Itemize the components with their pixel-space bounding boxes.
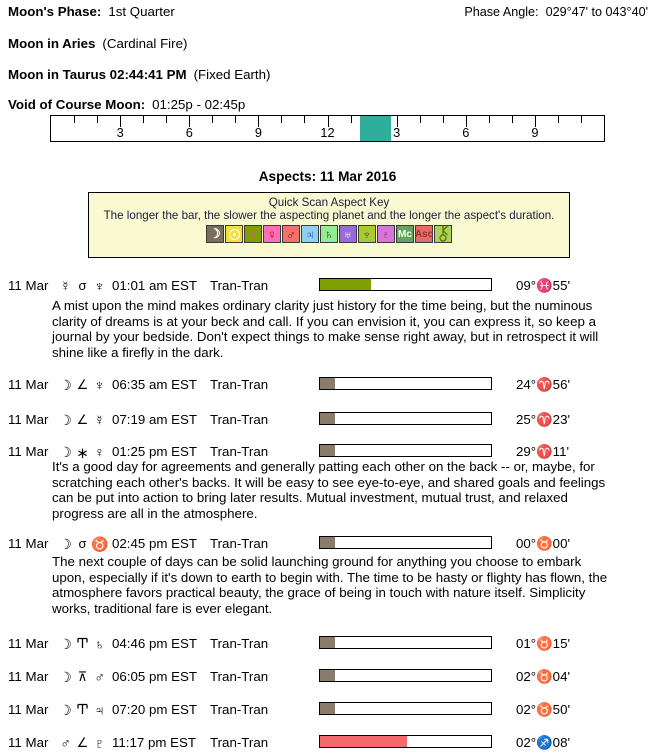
aspect-time: 01:01 am EST bbox=[112, 278, 197, 293]
venus-icon: ♀ bbox=[94, 444, 105, 460]
hour-tick bbox=[443, 116, 444, 123]
taurus-icon: ♉ bbox=[91, 536, 109, 552]
key-asc bbox=[415, 225, 433, 243]
position-minutes: 11' bbox=[552, 444, 570, 459]
aspects-title: Aspects: 11 Mar 2016 bbox=[258, 169, 397, 184]
aspect-time: 01:25 pm EST bbox=[112, 444, 197, 459]
aspect-date: 11 Mar bbox=[8, 702, 49, 717]
taurus-icon: ♉ bbox=[536, 536, 553, 551]
position-degrees: 01° bbox=[516, 636, 537, 651]
uranus-icon: ♅ bbox=[343, 226, 353, 242]
day-hour-ruler bbox=[50, 115, 605, 142]
hour-tick bbox=[235, 116, 236, 123]
aspect-date: 11 Mar bbox=[8, 669, 49, 684]
aspect-duration-bar-fill bbox=[320, 445, 335, 456]
aries-icon: ♈ bbox=[536, 444, 553, 459]
key-pluto bbox=[377, 225, 395, 243]
sun-icon bbox=[229, 229, 240, 240]
semisquare-icon: ∠ bbox=[76, 735, 89, 750]
moon-in-taurus-note: (Fixed Earth) bbox=[193, 67, 271, 82]
hour-label: 6 bbox=[185, 125, 193, 140]
position-minutes: 50' bbox=[552, 702, 571, 717]
neptune-icon: ♆ bbox=[94, 278, 105, 294]
key-title: Quick Scan Aspect Key bbox=[268, 196, 390, 209]
neptune-icon: ♆ bbox=[362, 226, 372, 242]
aspect-duration-bar-fill bbox=[320, 670, 335, 681]
phase-angle-line bbox=[464, 5, 648, 19]
position-degrees: 02° bbox=[516, 669, 537, 684]
aspect-type: Tran-Tran bbox=[210, 278, 269, 293]
aspect-description: The next couple of days can be solid launching ground for anything you choose to embark upon, especially if it's down to earth to begin with. The time to be hasty or flighty has flown, the atmosphere favors practical beauty, the grace of being in touch with nature itself. Simplicity works, traditional fare is ever elegant. bbox=[52, 554, 608, 617]
hour-label: 9 bbox=[531, 125, 539, 140]
moons-phase-line bbox=[8, 4, 175, 19]
position-degrees: 25° bbox=[516, 412, 537, 427]
semisquare-icon: ∠ bbox=[76, 412, 89, 427]
aspect-position bbox=[516, 636, 570, 652]
void-of-course-line bbox=[8, 97, 245, 112]
mars-icon: ♂ bbox=[286, 226, 296, 242]
mercury-icon: ☿ bbox=[94, 412, 105, 428]
moon-in-aries-label: Moon in Aries bbox=[8, 36, 96, 51]
sagittarius-icon: ♐ bbox=[536, 735, 553, 750]
hour-tick bbox=[351, 116, 352, 123]
aspect-time: 04:46 pm EST bbox=[112, 636, 197, 651]
aspect-time: 11:17 pm EST bbox=[112, 735, 197, 750]
hour-tick bbox=[74, 116, 75, 123]
moon-icon: ☽ bbox=[59, 377, 72, 393]
aspect-position bbox=[516, 536, 570, 552]
aries-icon: ♈ bbox=[536, 412, 553, 427]
pluto-icon: ♇ bbox=[381, 226, 391, 242]
void-of-course-value: 01:25p - 02:45p bbox=[152, 97, 246, 112]
moon-icon: ☽ bbox=[59, 536, 72, 552]
sun-dot bbox=[233, 233, 236, 236]
hour-tick bbox=[512, 116, 513, 123]
aspect-time: 07:19 am EST bbox=[112, 412, 197, 427]
aspect-date: 11 Mar bbox=[8, 636, 49, 651]
moon-in-taurus-line bbox=[8, 67, 270, 82]
pisces-icon: ♓ bbox=[536, 278, 553, 293]
aspect-row bbox=[0, 536, 655, 552]
planet-key-row bbox=[89, 225, 569, 243]
aspect-date: 11 Mar bbox=[8, 377, 49, 392]
saturn-icon: ♄ bbox=[94, 636, 105, 652]
taurus-icon: ♉ bbox=[536, 702, 553, 717]
key-mars bbox=[282, 225, 300, 243]
semisquare-icon: ∠ bbox=[76, 377, 89, 392]
venus-icon: ♀ bbox=[267, 226, 277, 242]
aspect-position bbox=[516, 444, 569, 460]
aspect-row bbox=[0, 669, 655, 685]
hour-tick bbox=[281, 116, 282, 123]
aspect-row bbox=[0, 735, 655, 751]
hour-tick bbox=[581, 116, 582, 123]
aspect-row bbox=[0, 412, 655, 428]
jupiter-icon: ♃ bbox=[305, 226, 315, 242]
key-neptune bbox=[358, 225, 376, 243]
aspect-row bbox=[0, 444, 655, 460]
position-degrees: 02° bbox=[516, 702, 537, 717]
position-degrees: 29° bbox=[516, 444, 537, 459]
position-minutes: 15' bbox=[552, 636, 571, 651]
aspect-date: 11 Mar bbox=[8, 536, 49, 551]
key-sun bbox=[225, 225, 243, 243]
aspect-time: 06:05 pm EST bbox=[112, 669, 197, 684]
key-saturn bbox=[320, 225, 338, 243]
moon-in-aries-line bbox=[8, 36, 187, 51]
jupiter-icon: ♃ bbox=[94, 702, 105, 718]
aspect-row bbox=[0, 702, 655, 718]
aspect-date: 11 Mar bbox=[8, 735, 49, 750]
conjunction-icon: σ bbox=[78, 278, 87, 293]
phase-angle-value: 029°47' to 043°40' bbox=[545, 5, 648, 19]
mercury-icon: ☿ bbox=[248, 226, 258, 242]
aspect-duration-bar bbox=[319, 702, 492, 715]
aspect-position bbox=[516, 702, 570, 718]
position-minutes: 04' bbox=[552, 669, 571, 684]
taurus-icon: ♉ bbox=[536, 669, 553, 684]
quincunx-icon: ⊼ bbox=[77, 669, 88, 684]
aspect-position bbox=[516, 669, 570, 685]
mars-icon: ♂ bbox=[94, 669, 105, 685]
position-minutes: 00' bbox=[552, 536, 571, 551]
key-venus bbox=[263, 225, 281, 243]
key-uranus bbox=[339, 225, 357, 243]
aspect-duration-bar-fill bbox=[320, 637, 335, 648]
aspect-type: Tran-Tran bbox=[210, 377, 269, 392]
aspect-time: 06:35 am EST bbox=[112, 377, 197, 392]
aspect-duration-bar bbox=[319, 735, 492, 748]
aspect-position bbox=[516, 278, 570, 294]
aspect-type: Tran-Tran bbox=[210, 636, 269, 651]
mc-label: Mc bbox=[398, 228, 412, 240]
pluto-icon: ♇ bbox=[94, 735, 105, 751]
aspect-row bbox=[0, 278, 655, 294]
aspect-duration-bar bbox=[319, 536, 492, 549]
aspect-duration-bar-fill bbox=[320, 413, 335, 424]
moon-icon: ☽ bbox=[209, 226, 221, 241]
aspect-type: Tran-Tran bbox=[210, 412, 269, 427]
aspect-duration-bar-fill bbox=[320, 378, 335, 389]
moons-phase-label: Moon's Phase: bbox=[8, 4, 102, 19]
mercury-icon: ☿ bbox=[60, 278, 71, 294]
position-degrees: 00° bbox=[516, 536, 537, 551]
aspect-row bbox=[0, 377, 655, 393]
position-degrees: 24° bbox=[516, 377, 537, 392]
moon-in-taurus-label: Moon in Taurus 02:44:41 PM bbox=[8, 67, 187, 82]
aspect-duration-bar bbox=[319, 636, 492, 649]
hour-tick bbox=[489, 116, 490, 123]
position-degrees: 02° bbox=[516, 735, 537, 750]
position-minutes: 55' bbox=[552, 278, 571, 293]
aspect-date: 11 Mar bbox=[8, 412, 49, 427]
conjunction-icon: σ bbox=[78, 536, 87, 551]
mars-icon: ♂ bbox=[60, 735, 71, 751]
hour-tick bbox=[166, 116, 167, 123]
aspect-type: Tran-Tran bbox=[210, 536, 269, 551]
aspect-description: It's a good day for agreements and generally patting each other on the back -- or, maybe, for scratching each other's backs. It will be easy to see eye-to-eye, and shared goals and feelings can be put into action to bring later results. Mutual investment, mutual trust, and relaxed progress are all in the atmosphere. bbox=[52, 459, 606, 522]
taurus-icon: ♉ bbox=[536, 636, 553, 651]
key-mc bbox=[396, 225, 414, 243]
sesquiquadrate-icon bbox=[74, 702, 91, 717]
aspect-type: Tran-Tran bbox=[210, 444, 269, 459]
position-minutes: 56' bbox=[552, 377, 571, 392]
hour-label: 3 bbox=[116, 125, 124, 140]
asc-label: Asc bbox=[414, 228, 434, 240]
phase-angle-label: Phase Angle: bbox=[464, 5, 539, 19]
hour-label: 3 bbox=[393, 125, 401, 140]
void-of-course-block bbox=[360, 116, 391, 141]
moon-icon: ☽ bbox=[59, 444, 72, 460]
aspect-duration-bar-fill bbox=[320, 703, 335, 714]
aspect-duration-bar-fill bbox=[320, 537, 335, 548]
aspect-type: Tran-Tran bbox=[210, 702, 269, 717]
hour-tick bbox=[143, 116, 144, 123]
hour-label: 12 bbox=[320, 125, 335, 140]
aspect-date: 11 Mar bbox=[8, 278, 49, 293]
aspect-duration-bar bbox=[319, 412, 492, 425]
aspect-duration-bar bbox=[319, 278, 492, 291]
key-jupiter bbox=[301, 225, 319, 243]
aspect-duration-bar bbox=[319, 669, 492, 682]
aspect-time: 02:45 pm EST bbox=[112, 536, 197, 551]
hour-tick bbox=[558, 116, 559, 123]
key-moon bbox=[206, 225, 224, 243]
position-minutes: 23' bbox=[552, 412, 571, 427]
hour-tick bbox=[420, 116, 421, 123]
moon-in-aries-note: (Cardinal Fire) bbox=[102, 36, 188, 51]
hour-label: 6 bbox=[462, 125, 470, 140]
hour-tick bbox=[212, 116, 213, 123]
moon-icon: ☽ bbox=[59, 412, 72, 428]
hour-tick bbox=[304, 116, 305, 123]
sextile-icon: ∗ bbox=[76, 445, 89, 462]
position-degrees: 09° bbox=[516, 278, 537, 293]
neptune-icon: ♆ bbox=[94, 377, 105, 393]
moons-phase-value: 1st Quarter bbox=[108, 4, 175, 19]
aspect-position bbox=[516, 377, 570, 393]
aspect-type: Tran-Tran bbox=[210, 669, 269, 684]
position-minutes: 08' bbox=[552, 735, 571, 750]
key-chiron bbox=[434, 225, 452, 243]
quick-scan-aspect-key bbox=[88, 192, 570, 258]
key-subtitle: The longer the bar, the slower the aspecting planet and the longer the aspect's duration. bbox=[103, 209, 555, 222]
aspect-type: Tran-Tran bbox=[210, 735, 269, 750]
aries-icon: ♈ bbox=[536, 377, 553, 392]
void-of-course-label: Void of Course Moon: bbox=[8, 97, 146, 112]
aspect-time: 07:20 pm EST bbox=[112, 702, 197, 717]
aspect-description: A mist upon the mind makes ordinary clarity just history for the time being, but the numinous clarity of dreams is at your beck and call. If you can envision it, you can express it, so keep a journal by your bedside. Don't expect things to make sense right away, but in retrospect it will shine like a firefly in the dark. bbox=[52, 298, 599, 361]
aspect-position bbox=[516, 412, 570, 428]
hour-tick bbox=[97, 116, 98, 123]
moon-icon: ☽ bbox=[59, 702, 72, 718]
key-mercury bbox=[244, 225, 262, 243]
hour-label: 9 bbox=[254, 125, 262, 140]
chiron-icon bbox=[437, 225, 450, 244]
aspect-date: 11 Mar bbox=[8, 444, 49, 459]
saturn-icon: ♄ bbox=[324, 226, 334, 242]
moon-icon: ☽ bbox=[59, 636, 72, 652]
aspect-position bbox=[516, 735, 570, 751]
moon-icon: ☽ bbox=[59, 669, 72, 685]
aspect-duration-bar-fill bbox=[320, 279, 371, 290]
aspect-row bbox=[0, 636, 655, 652]
aspect-duration-bar bbox=[319, 444, 492, 457]
sesquiquadrate-icon bbox=[74, 636, 91, 651]
aspect-duration-bar-fill bbox=[320, 736, 407, 747]
aspect-duration-bar bbox=[319, 377, 492, 390]
